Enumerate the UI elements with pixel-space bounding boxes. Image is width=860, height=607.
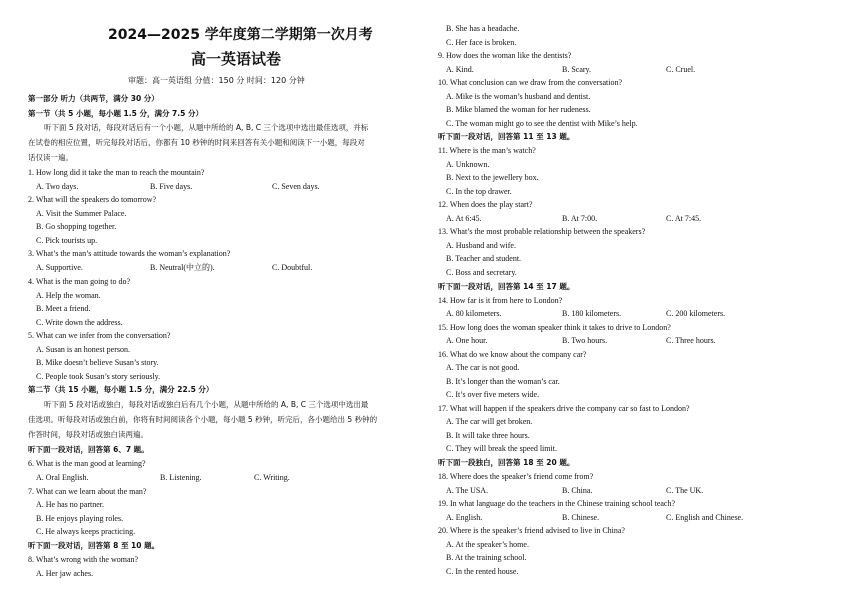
option-a: A. Susan is an honest person.	[36, 345, 130, 354]
question-stem: 18. Where does the speaker’s friend come from?	[438, 472, 594, 481]
section1-heading: 第一节（共 5 小题，每小题 1.5 分，满分 7.5 分）	[28, 109, 203, 118]
question-stem: 12. When does the play start?	[438, 200, 533, 209]
option-c: C. At 7:45.	[666, 214, 702, 223]
option-b: B. It will take three hours.	[446, 431, 530, 440]
option-b: B. 180 kilometers.	[562, 309, 622, 318]
section1-instruction-line: 听下面 5 段对话，每段对话后有一个小题，从题中所给的 A, B, C 三个选项中选出最佳选项，并标	[44, 123, 369, 132]
option-c: C. People took Susan’s story seriously.	[36, 372, 161, 381]
part1-heading: 第一部分 听力（共两节，满分 30 分）	[28, 94, 159, 103]
option-b: B. Go shopping together.	[36, 222, 117, 231]
option-c: C. Three hours.	[666, 336, 716, 345]
option-c: C. Seven days.	[272, 182, 320, 191]
question-stem: 5. What can we infer from the conversation?	[28, 331, 171, 340]
option-c: C. English and Chinese.	[666, 513, 744, 522]
option-a: A. Two days.	[36, 182, 79, 191]
section1-instruction-line: 在试卷的相应位置，听完每段对话后，你都有 10 秒钟的时间来回答有关小题和阅读下一小题，每段对	[28, 138, 365, 147]
option-c: C. Boss and secretary.	[446, 268, 517, 277]
option-c: C. Writing.	[254, 473, 290, 482]
option-b: B. Mike blamed the woman for her rudeness.	[446, 105, 591, 114]
option-a: A. At 6:45.	[446, 214, 482, 223]
group-heading: 听下面一段对话，回答第 8 至 10 题。	[28, 541, 160, 550]
exam-title: 2024—2025 学年度第二学期第一次月考	[108, 27, 373, 43]
option-c: C. It’s over five meters wide.	[446, 390, 540, 399]
option-c: C. Write down the address.	[36, 318, 123, 327]
question-stem: 15. How long does the woman speaker think it takes to drive to London?	[438, 323, 671, 332]
question-stem: 6. What is the man good at learning?	[28, 459, 146, 468]
question-stem: 1. How long did it take the man to reach the mountain?	[28, 168, 205, 177]
option-c: C. He always keeps practicing.	[36, 527, 136, 536]
section1-instruction-line: 话仅读一遍。	[28, 153, 73, 162]
option-b: B. Two hours.	[562, 336, 608, 345]
option-c: C. Doubtful.	[272, 263, 313, 272]
option-b: B. Meet a friend.	[36, 304, 91, 313]
option-c: C. Her face is broken.	[446, 38, 517, 47]
option-a: A. Supportive.	[36, 263, 83, 272]
option-b: B. Five days.	[150, 182, 193, 191]
group-heading: 听下面一段独白，回答第 18 至 20 题。	[438, 458, 575, 467]
option-a: A. Oral English.	[36, 473, 89, 482]
option-a: A. The car will get broken.	[446, 417, 533, 426]
question-stem: 14. How far is it from here to London?	[438, 296, 563, 305]
section2-instruction-line: 作答时间，每段对话或独白读两遍。	[28, 430, 148, 439]
option-c: C. They will break the speed limit.	[446, 444, 557, 453]
option-a: A. He has no partner.	[36, 500, 104, 509]
option-b: B. Next to the jewellery box.	[446, 173, 539, 182]
question-stem: 11. Where is the man’s watch?	[438, 146, 536, 155]
option-a: A. English.	[446, 513, 483, 522]
option-b: B. At the training school.	[446, 553, 527, 562]
question-stem: 10. What conclusion can we draw from the conversation?	[438, 78, 623, 87]
question-stem: 17. What will happen if the speakers drive the company car so fast to London?	[438, 404, 690, 413]
question-stem: 4. What is the man going to do?	[28, 277, 131, 286]
option-c: C. The woman might go to see the dentist with Mike’s help.	[446, 119, 638, 128]
option-a: A. Kind.	[446, 65, 474, 74]
option-b: B. It’s longer than the woman’s car.	[446, 377, 560, 386]
question-stem: 8. What’s wrong with the woman?	[28, 555, 139, 564]
option-a: A. Husband and wife.	[446, 241, 516, 250]
question-stem: 9. How does the woman like the dentists?	[438, 51, 572, 60]
option-a: A. The car is not good.	[446, 363, 520, 372]
option-b: B. Chinese.	[562, 513, 600, 522]
question-stem: 19. In what language do the teachers in the Chinese training school teach?	[438, 499, 676, 508]
exam-meta: 审题：高一英语组 分值：150 分 时间：120 分钟	[128, 76, 305, 85]
question-stem: 20. Where is the speaker’s friend advised to live in China?	[438, 526, 625, 535]
option-a: A. Help the woman.	[36, 291, 101, 300]
option-a: A. 80 kilometers.	[446, 309, 502, 318]
option-a: A. Her jaw aches.	[36, 569, 94, 578]
question-stem: 3. What’s the man’s attitude towards the woman’s explanation?	[28, 249, 231, 258]
option-b: B. China.	[562, 486, 593, 495]
exam-subtitle: 高一英语试卷	[191, 50, 282, 68]
section2-instruction-line: 听下面 5 段对话或独白，每段对话或独白后有几个小题，从题中所给的 A, B, C 三个选项中选出最	[44, 400, 369, 409]
option-c: C. 200 kilometers.	[666, 309, 726, 318]
group-heading: 听下面一段对话，回答第 6、7 题。	[28, 445, 149, 454]
option-c: C. Pick tourists up.	[36, 236, 98, 245]
option-b: B. Neutral(中立的).	[150, 263, 215, 272]
question-stem: 7. What can we learn about the man?	[28, 487, 147, 496]
section2-heading: 第二节（共 15 小题，每小题 1.5 分，满分 22.5 分）	[28, 385, 214, 394]
option-a: A. Visit the Summer Palace.	[36, 209, 127, 218]
option-c: C. In the top drawer.	[446, 187, 512, 196]
section2-instruction-line: 佳选项。听每段对话或独白前，你将有时间阅读各个小题，每小题 5 秒钟，听完后，各小题给出 5 秒钟的	[28, 415, 378, 424]
group-heading: 听下面一段对话，回答第 11 至 13 题。	[438, 132, 575, 141]
option-a: A. One hour.	[446, 336, 488, 345]
option-c: C. The UK.	[666, 486, 704, 495]
option-a: A. Unknown.	[446, 160, 490, 169]
option-b: B. At 7:00.	[562, 214, 598, 223]
option-a: A. At the speaker’s home.	[446, 540, 529, 549]
question-stem: 2. What will the speakers do tomorrow?	[28, 195, 157, 204]
option-b: B. Scary.	[562, 65, 592, 74]
option-b: B. She has a headache.	[446, 24, 520, 33]
option-c: C. In the rented house.	[446, 567, 519, 576]
option-b: B. Mike doesn’t believe Susan’s story.	[36, 358, 159, 367]
option-b: B. He enjoys playing roles.	[36, 514, 124, 523]
option-b: B. Listening.	[160, 473, 202, 482]
question-stem: 13. What’s the most probable relationship between the speakers?	[438, 227, 646, 236]
question-stem: 16. What do we know about the company car?	[438, 350, 587, 359]
option-a: A. Mike is the woman’s husband and dentist.	[446, 92, 591, 101]
group-heading: 听下面一段对话，回答第 14 至 17 题。	[438, 282, 575, 291]
option-a: A. The USA.	[446, 486, 489, 495]
option-b: B. Teacher and student.	[446, 254, 522, 263]
option-c: C. Cruel.	[666, 65, 696, 74]
